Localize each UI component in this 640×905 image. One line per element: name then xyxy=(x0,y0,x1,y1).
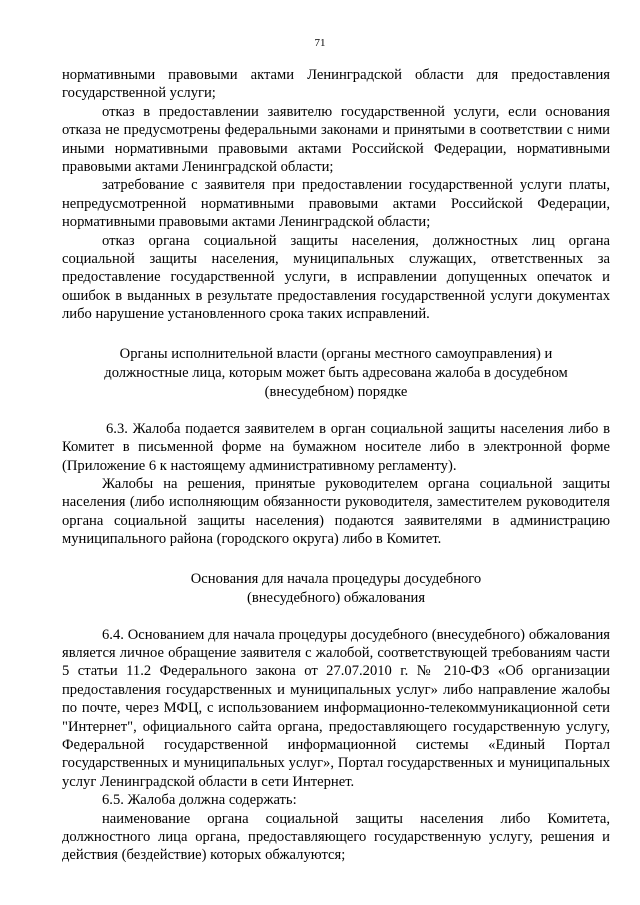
heading-line: должностные лица, которым может быть адресована жалоба в досудебном xyxy=(104,364,568,381)
heading-line: (внесудебном) порядке xyxy=(264,383,408,400)
heading-line: Органы исполнительной власти (органы местного самоуправления) и xyxy=(119,345,553,362)
page-content xyxy=(62,66,610,865)
paragraph: 6.5. Жалоба должна содержать: xyxy=(102,792,297,809)
paragraph: затребование с заявителя при предоставлении государственной услуги платы, непредусмотренной нормативными правовыми актами Российской Федерации, нормативными правовыми актами Ленинградской области; xyxy=(62,177,610,231)
paragraph: нормативными правовыми актами Ленинградской области для предоставления государственной услуги; xyxy=(62,67,610,102)
paragraph: отказ в предоставлении заявителю государственной услуги, если основания отказа не предусмотрены федеральными законами и принятыми в соответствии с ними иными нормативными правовыми актами Российской Федерации, нормативными правовыми актами Ленинградской области; xyxy=(62,103,610,176)
page-number: 71 xyxy=(314,37,326,49)
section-heading-complaint-recipients xyxy=(62,345,610,402)
paragraph: наименование органа социальной защиты населения либо Комитета, должностного лица органа, предоставляющего государственную услугу, решения и действия (бездействие) которых обжалуются; xyxy=(62,810,610,864)
paragraph: Жалобы на решения, принятые руководителем органа социальной защиты населения (либо исполняющим обязанности руководителя, заместителем руководителя органа социальной защиты населения) подаются заявителями в администрацию муниципального района (городского округа) либо в Комитет. xyxy=(62,475,610,548)
section-heading-appeal-grounds xyxy=(62,570,610,608)
paragraph: 6.4. Основанием для начала процедуры досудебного (внесудебного) обжалования является личное обращение заявителя с жалобой, соответствующей требованиям части 5 статьи 11.2 Федерального закона от 27.07.2010 г. № 210-ФЗ «Об организации предоставления государственных и муниципальных услуг» либо направление жалобы по почте, через МФЦ, с использованием информационно-телекоммуникационной сети "Интернет", официального сайта органа, предоставляющего государственную услугу, Федеральной государственной информационной системы «Единый Портал государственных и муниципальных услуг», Портал государственных и муниципальных услуг Ленинградской области в сети Интернет. xyxy=(62,626,610,790)
heading-line: Основания для начала процедуры досудебного xyxy=(190,570,482,587)
paragraph: отказ органа социальной защиты населения, должностных лиц органа социальной защиты населения, муниципальных служащих, ответственных за предоставление государственной услуги, в исправлении допущенных опечаток и ошибок в выданных в результате предоставления государственной услуги документах либо нарушение установленного срока таких исправлений. xyxy=(62,232,610,323)
paragraph: 6.3. Жалоба подается заявителем в орган социальной защиты населения либо в Комитет в письменной форме на бумажном носителе либо в электронной форме (Приложение 6 к настоящему административному регламенту). xyxy=(62,420,610,474)
heading-line: (внесудебного) обжалования xyxy=(246,589,426,606)
